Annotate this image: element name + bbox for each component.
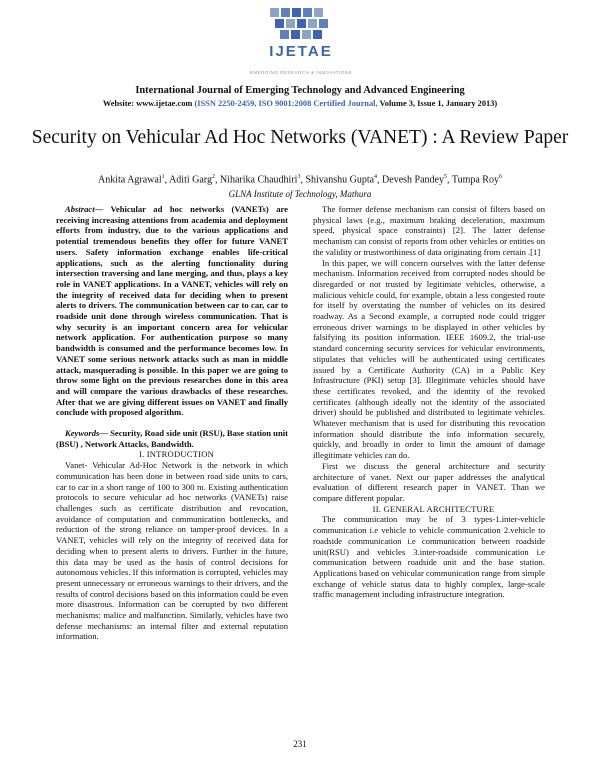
author-name: Niharika Chaudhiri	[219, 174, 298, 186]
author-affil-sup: 5	[443, 174, 447, 180]
affiliation: GLNA Institute of Technology, Mathura	[228, 189, 372, 199]
author-name: Tumpa Roy	[451, 174, 499, 186]
author-affil-sup: 1	[161, 174, 165, 180]
website-link[interactable]: Website: www.ijetae.com	[102, 99, 193, 108]
journal-website-line	[0, 99, 600, 108]
volume-info: Volume 3, Issue 1, January 2013)	[379, 99, 498, 108]
right-column	[313, 204, 545, 600]
author-affil-sup: 4	[374, 174, 378, 180]
logo-caption: EMERGING RESEARCH & INNOVATIONS	[249, 70, 353, 75]
abstract-label: Abstract—	[65, 204, 104, 214]
keywords	[56, 428, 288, 449]
author-name: Aditi Garg	[169, 174, 212, 186]
paper-title: Security on Vehicular Ad Hoc Networks (VANET) : A Review Paper	[31, 127, 569, 148]
abstract	[56, 204, 288, 418]
architecture-paragraph: The communication may be of 3 types-1.inter-vehicle communication i.e vehicle to vehicle communication 2.vehicle to roadside communication i.e communication between roadside unit(RSU) and vehicles 3.inter-roadside communication i.e communication between roadside unit and the base station. Applications based on vehicular communication range from simple exchange of vehicle status data to highly complex, large-scale traffic management including infrastructure integration.	[313, 514, 545, 600]
author-affil-sup: 6	[498, 174, 502, 180]
page-number: 231	[293, 739, 307, 749]
section-heading-architecture: II. GENERAL ARCHITECTURE	[372, 503, 495, 514]
journal-name: International Journal of Emerging Technology and Advanced Engineering	[135, 85, 465, 96]
ijetae-logo	[246, 6, 356, 62]
body-paragraph: In this paper, we will concern ourselves with the latter defense mechanism. Information received from corrupted nodes should be disregarded or not trusted by legitimate vehicles, otherwise, a malicious vehicle could, for example, obtain a less congested route for itself by overstating the number of vehicles on its desired roadway. As a Second example, a corrupted node could trigger erroneous driver warnings to be displayed in other vehicles by falsifying its position information. IEEE 1609.2, the trial-use standard concerning security services for vehicular environments, stipulates that vehicles will be authenticated using certificates issued by a Certificate Authority (CA) in a Public Key Infrastructure (PKI) setup [3]. Illegitimate vehicles should have these certificates revoked, and the identity of the revoked certificates (although ideally not the identity of the associated driver) should be published and distributed to legitimate vehicles. Whatever mechanism that is used for distributing this revocation information should distribute the info information securely, quickly, and broadly in order to limit the amount of damage illegitimate vehicles can do.	[313, 257, 545, 461]
abstract-text: Vehicular ad hoc networks (VANETs) are receiving increasing attentions from academia and deployment efforts from industry, due to the various applications and potential tremendous benefits they offer for future VANET users. Safety information exchange enables life-critical applications, such as the alerting functionality during intersection traversing and lane merging, and thus, plays a key role in VANET applications. In a VANET, vehicles will rely on the integrity of received data for deciding when to present alerts to drivers. The communication between car to car, car to roadside unit done through wireless communication. That is why security is an important concern area for vehicular network application. For authentication purpose so many bandwidth is consumed and the performance becomes low. In VANET some serious network attacks such as man in middle attack, masquerading is possible. In this paper we are going to throw some light on the previous researches done in this area and will compare the various drawbacks of these researches. After that we are giving different issues on VANET and finally conclude with proposed algorithm.	[56, 204, 288, 418]
logo-grid-icon	[270, 8, 328, 39]
issn-info: (ISSN 2250-2459, ISO 9001:2008 Certified Journal,	[194, 99, 378, 108]
keywords-text: Security, Road side unit (RSU), Base station unit (BSU) , Network Attacks, Bandwidth.	[56, 428, 288, 449]
section-heading-introduction: I. INTRODUCTION	[138, 449, 215, 460]
author-name: Shivanshu Gupta	[305, 174, 375, 186]
left-column	[56, 204, 288, 642]
author-name: Ankita Agrawal	[98, 174, 162, 186]
author-affil-sup: 3	[297, 174, 301, 180]
author-affil-sup: 2	[211, 174, 215, 180]
body-paragraph: The former defense mechanism can consist of filters based on physical laws (e.g., maximum braking deceleration, maximum speed, physical space constraints) [2]. The latter defense mechanism can consist of reports from other vehicles or entities on the validity or trustworthiness of data originating from certain .[1]	[313, 204, 545, 257]
author-name: Devesh Pandey	[382, 174, 444, 186]
body-paragraph: First we discuss the general architecture and security architecture of vanet. Next our paper addresses the analytical evaluation of different research paper in VANET. Than we compare different popular.	[313, 460, 545, 503]
keywords-label: Keywords—	[65, 428, 108, 439]
logo-wordmark: IJETAE	[269, 43, 333, 60]
intro-paragraph: Vanet- Vehicular Ad-Hoc Network is the network in which communication has been done in between road side units to cars, car to car in a short range of 100 to 300 m. Existing authentication protocols to secure vehicular ad hoc networks (VANETs) raise challenges such as certificate distribution and revocation, avoidance of computation and communication bottlenecks, and reduction of the strong reliance on tamper-proof devices. In a VANET, vehicles will rely on the integrity of received data for deciding when to present alerts to drivers. Further in the future, this data may be used as the basis of control decisions for autonomous vehicles. If this information is corrupted, vehicles may present unnecessary or erroneous warnings to their drivers, and the results of control decisions based on this information could be even more disastrous. Information can be corrupted by two different mechanisms: malice and malfunction. Similarly, vehicles have two defense mechanisms: an internal filter and external reputation information.	[56, 460, 288, 642]
author-list: Ankita Agrawal$^1$, Aditi Garg$^2$, Niharika Chaudhiri$^3$, Shivanshu Gupta$^4$, Devesh Pandey$^5$, Tumpa Roy$^6$	[98, 174, 502, 186]
